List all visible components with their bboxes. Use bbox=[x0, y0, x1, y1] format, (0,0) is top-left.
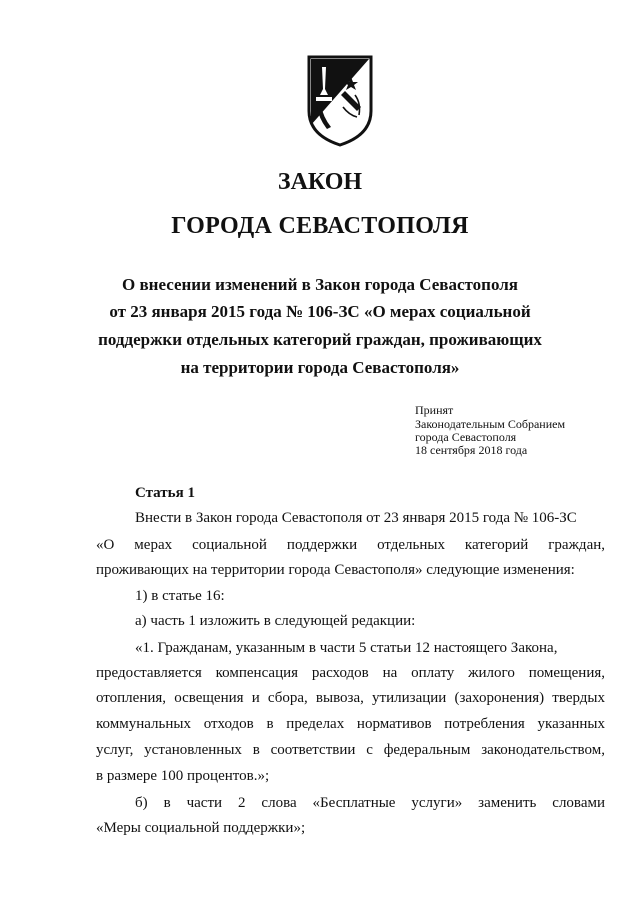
adoption-line-2: Законодательным Собранием bbox=[415, 417, 566, 431]
article-line-10: услуг, установленных в соответствии с федеральным законодательством, bbox=[96, 742, 605, 758]
issuing-city-title: ГОРОДА СЕВАСТОПОЛЯ bbox=[171, 213, 469, 239]
law-subtitle-line-1: О внесении изменений в Закон города Севастополя bbox=[122, 275, 518, 294]
article-line-9: коммунальных отходов в пределах нормативов потребления указанных bbox=[96, 716, 605, 732]
article-line-2: «О мерах социальной поддержки отдельных категорий граждан, bbox=[96, 537, 605, 553]
article-line-8: отопления, освещения и сбора, вывоза, утилизации (захоронения) твердых bbox=[96, 690, 605, 706]
sevastopol-coat-of-arms bbox=[303, 55, 377, 147]
adoption-line-3: города Севастополя bbox=[415, 430, 517, 444]
law-subtitle-line-2: от 23 января 2015 года № 106-ЗС «О мерах социальной bbox=[109, 302, 531, 321]
article-line-12: б) в части 2 слова «Бесплатные услуги» заменить словами bbox=[135, 795, 605, 811]
article-line-1: Внести в Закон города Севастополя от 23 января 2015 года № 106-ЗС bbox=[135, 510, 577, 526]
article-title: Статья 1 bbox=[135, 485, 195, 501]
document-type-title: ЗАКОН bbox=[277, 169, 363, 195]
article-line-3: проживающих на территории города Севастополя» следующие изменения: bbox=[96, 562, 575, 578]
law-subtitle-line-4: на территории города Севастополя» bbox=[180, 358, 460, 377]
article-line-4: 1) в статье 16: bbox=[135, 588, 225, 604]
article-line-13: «Меры социальной поддержки»; bbox=[96, 820, 306, 836]
law-subtitle-line-3: поддержки отдельных категорий граждан, проживающих bbox=[98, 330, 542, 349]
article-line-7: предоставляется компенсация расходов на оплату жилого помещения, bbox=[96, 665, 605, 681]
adoption-line-1: Принят bbox=[415, 403, 454, 417]
article-line-5: а) часть 1 изложить в следующей редакции: bbox=[135, 613, 416, 629]
adoption-date: 18 сентября 2018 года bbox=[415, 443, 528, 457]
article-line-6: «1. Гражданам, указанным в части 5 статьи 12 настоящего Закона, bbox=[135, 640, 558, 656]
article-line-11: в размере 100 процентов.»; bbox=[96, 768, 270, 784]
